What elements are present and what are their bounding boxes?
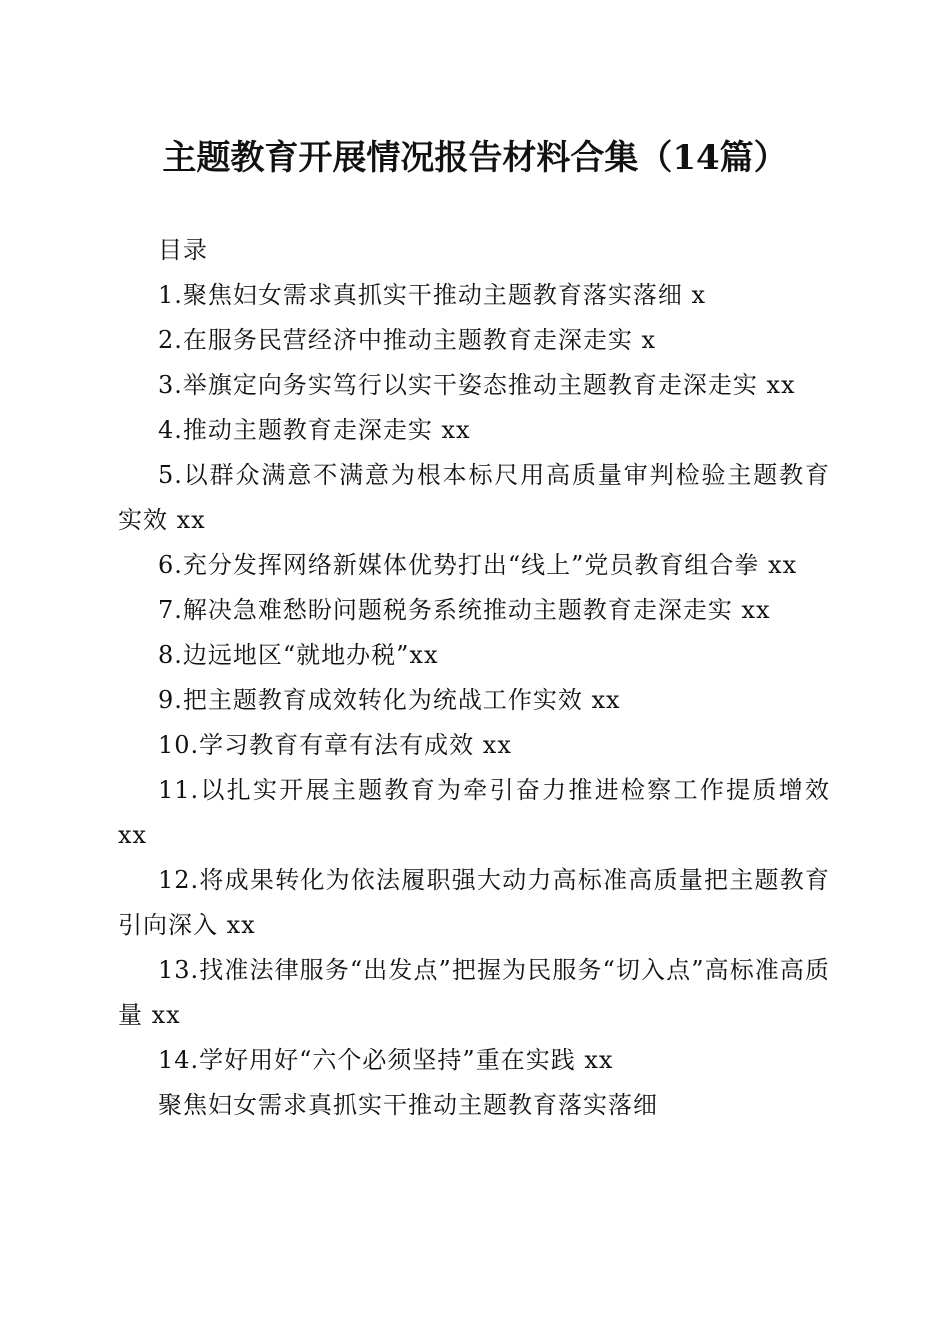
- table-of-contents: [118, 228, 830, 1128]
- toc-entry-2: 2.在服务民营经济中推动主题教育走深走实 x: [158, 326, 657, 354]
- toc-entry-14: 14.学好用好“六个必须坚持”重在实践 xx: [158, 1046, 614, 1074]
- toc-entry-8: 8.边远地区“就地办税”xx: [158, 641, 439, 669]
- toc-entry-13: 13.找准法律服务“出发点”把握为民服务“切入点”高标准高质量 xx: [118, 956, 830, 1029]
- toc-entry-11: 11.以扎实开展主题教育为牵引奋力推进检察工作提质增效 xx: [118, 776, 830, 849]
- toc-entry-12: 12.将成果转化为依法履职强大动力高标准高质量把主题教育引向深入 xx: [118, 866, 830, 939]
- toc-entry-7: 7.解决急难愁盼问题税务系统推动主题教育走深走实 xx: [158, 596, 771, 624]
- toc-entry-3: 3.举旗定向务实笃行以实干姿态推动主题教育走深走实 xx: [158, 371, 796, 399]
- toc-entry-1: 1.聚焦妇女需求真抓实干推动主题教育落实落细 x: [158, 281, 707, 309]
- document-title: 主题教育开展情况报告材料合集（14篇）: [162, 138, 788, 178]
- toc-entry-10: 10.学习教育有章有法有成效 xx: [158, 731, 512, 759]
- toc-entry-5: 5.以群众满意不满意为根本标尺用高质量审判检验主题教育实效 xx: [118, 461, 830, 534]
- toc-entry-6: 6.充分发挥网络新媒体优势打出“线上”党员教育组合拳 xx: [158, 551, 798, 579]
- toc-heading: 目录: [158, 236, 208, 264]
- toc-entry-4: 4.推动主题教育走深走实 xx: [158, 416, 471, 444]
- toc-entry-9: 9.把主题教育成效转化为统战工作实效 xx: [158, 686, 621, 714]
- section-heading: 聚焦妇女需求真抓实干推动主题教育落实落细: [158, 1091, 658, 1119]
